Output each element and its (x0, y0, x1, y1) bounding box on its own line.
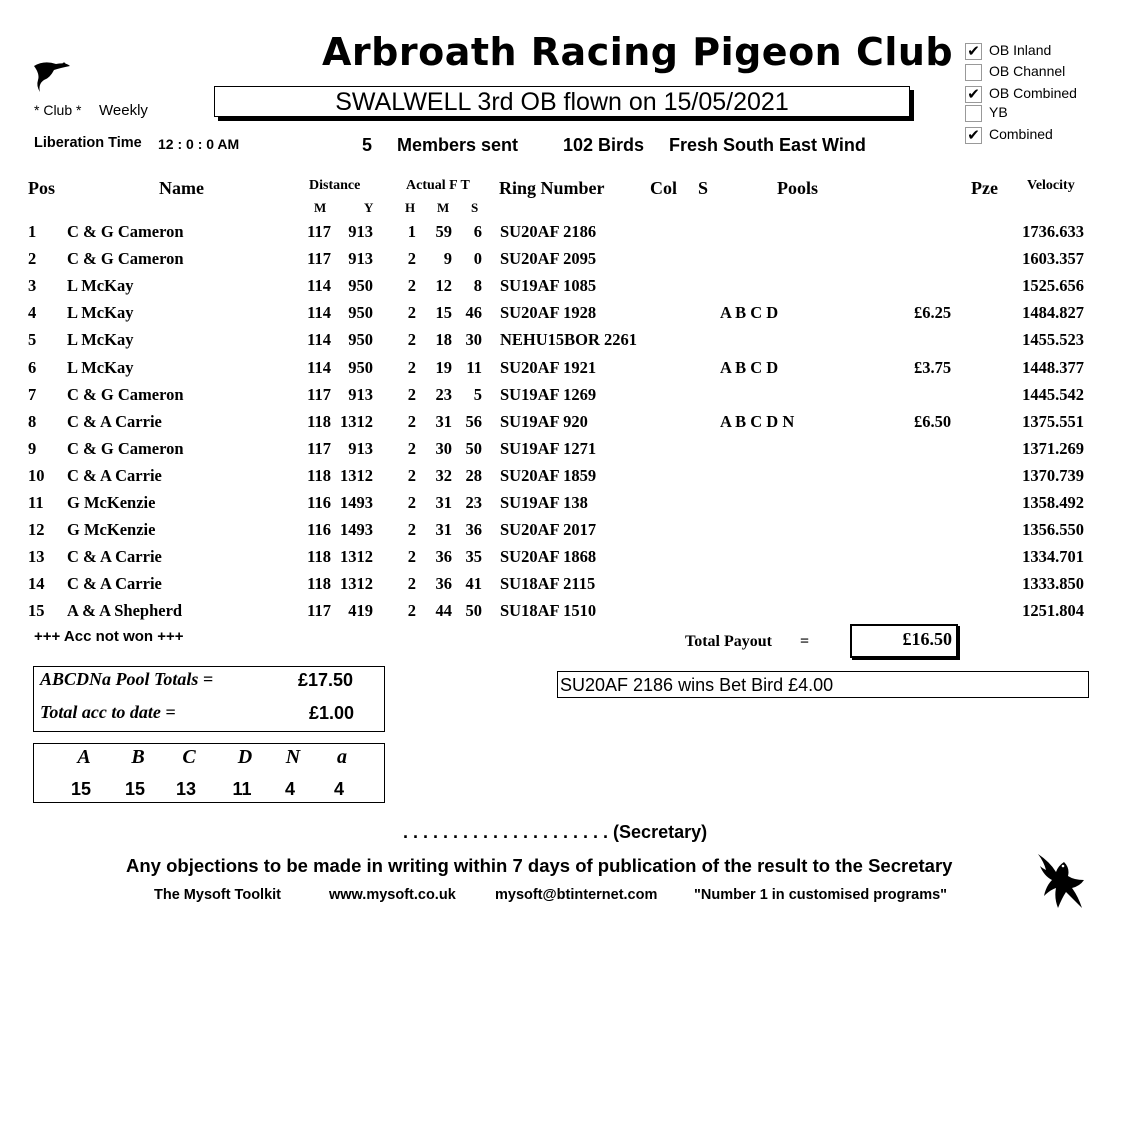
row-seconds: 11 (466, 357, 482, 377)
row-ring-number: SU19AF 1269 (500, 384, 597, 404)
row-name: C & G Cameron (67, 222, 184, 241)
col-ring: Ring Number (499, 178, 605, 198)
col-name: Name (159, 178, 204, 198)
table-row (0, 439, 1121, 466)
row-pos: 1 (28, 222, 37, 241)
row-pos: 2 (28, 249, 37, 269)
row-distance-yards: 913 (348, 384, 373, 404)
row-ring-number: SU19AF 1085 (500, 276, 597, 296)
row-pos: 5 (28, 330, 37, 350)
row-distance-miles: 114 (307, 330, 331, 350)
row-distance-miles: 116 (307, 520, 331, 540)
option-label: YB (989, 104, 1008, 120)
table-row (0, 547, 1121, 574)
bet-bird-result: SU20AF 2186 wins Bet Bird £4.00 (557, 671, 1089, 698)
row-velocity: 1603.357 (1022, 249, 1084, 269)
col-sex: S (698, 178, 709, 198)
row-pos: 6 (28, 357, 37, 377)
row-hours: 2 (407, 330, 416, 350)
row-minutes: 36 (435, 547, 452, 567)
row-distance-yards: 1312 (340, 465, 373, 485)
table-row (0, 520, 1121, 547)
row-hours: 2 (407, 574, 416, 594)
col-actual: Actual F T (406, 178, 470, 193)
pool-letter: B (131, 746, 145, 768)
col-miles: M (314, 200, 327, 215)
total-payout-equals: = (800, 633, 810, 650)
row-name: C & G Cameron (67, 438, 184, 458)
row-velocity: 1358.492 (1022, 493, 1084, 512)
row-name: L McKay (67, 276, 134, 296)
row-hours: 1 (407, 222, 416, 241)
row-distance-miles: 118 (307, 465, 331, 485)
col-seconds: S (471, 200, 479, 215)
option-checkbox[interactable] (965, 105, 982, 122)
row-pos: 14 (28, 574, 45, 594)
row-hours: 2 (407, 384, 416, 404)
row-seconds: 0 (473, 249, 482, 269)
row-seconds: 6 (473, 222, 482, 241)
row-prize: £6.25 (914, 303, 952, 323)
row-pos: 12 (28, 520, 45, 540)
row-name: C & A Carrie (67, 574, 162, 594)
row-hours: 2 (407, 438, 416, 458)
pool-count: 4 (333, 779, 344, 799)
row-hours: 2 (407, 493, 416, 512)
website-link[interactable]: www.mysoft.co.uk (329, 887, 456, 903)
club-label: * Club * (34, 102, 82, 118)
row-hours: 2 (407, 547, 416, 567)
row-velocity: 1371.269 (1022, 438, 1084, 458)
row-ring-number: SU18AF 1510 (500, 601, 597, 621)
option-checkbox[interactable]: ✔ (965, 86, 982, 103)
row-seconds: 46 (465, 303, 482, 323)
row-minutes: 15 (435, 303, 452, 323)
row-pos: 7 (28, 384, 37, 404)
pool-count: 13 (175, 779, 197, 799)
row-velocity: 1375.551 (1022, 411, 1084, 431)
col-pos: Pos (28, 178, 55, 198)
option-checkbox[interactable]: ✔ (965, 43, 982, 60)
row-distance-miles: 117 (307, 249, 331, 269)
row-minutes: 23 (435, 384, 452, 404)
row-name: G McKenzie (67, 493, 156, 512)
row-hours: 2 (407, 303, 416, 323)
row-ring-number: SU20AF 1859 (500, 465, 597, 485)
pool-count: 11 (232, 779, 252, 799)
pool-totals-box (33, 666, 385, 732)
col-pools: Pools (777, 178, 819, 198)
acc-to-date-label: Total acc to date = (40, 702, 176, 722)
row-distance-miles: 117 (307, 222, 331, 241)
members-count: 5 (362, 135, 373, 155)
table-row (0, 493, 1121, 520)
row-distance-miles: 114 (307, 357, 331, 377)
row-minutes: 12 (435, 276, 452, 296)
row-seconds: 5 (473, 384, 482, 404)
row-seconds: 36 (465, 520, 482, 540)
table-row (0, 412, 1121, 439)
row-minutes: 44 (435, 601, 452, 621)
race-frequency: Weekly (99, 102, 148, 119)
club-logo-icon (30, 58, 74, 98)
row-distance-miles: 114 (307, 303, 331, 323)
row-velocity: 1525.656 (1022, 276, 1084, 296)
col-yards: Y (364, 200, 374, 215)
row-distance-yards: 950 (348, 303, 373, 323)
row-velocity: 1736.633 (1022, 222, 1084, 241)
row-hours: 2 (407, 601, 416, 621)
table-row (0, 276, 1121, 303)
row-distance-yards: 950 (348, 357, 373, 377)
row-name: C & A Carrie (67, 465, 162, 485)
row-seconds: 30 (465, 330, 482, 350)
row-name: C & G Cameron (67, 384, 184, 404)
row-pos: 13 (28, 547, 45, 567)
row-minutes: 59 (435, 222, 452, 241)
row-velocity: 1448.377 (1022, 357, 1084, 377)
row-ring-number: SU18AF 2115 (500, 574, 596, 594)
pool-count: 4 (284, 779, 295, 799)
wind-conditions: Fresh South East Wind (669, 135, 866, 155)
row-distance-yards: 913 (348, 438, 373, 458)
pool-letter: a (337, 746, 347, 768)
row-name: G McKenzie (67, 520, 156, 540)
bird-logo-icon (1034, 852, 1086, 910)
option-checkbox[interactable]: ✔ (965, 127, 982, 144)
members-label: Members sent (397, 135, 519, 155)
col-velocity: Velocity (1027, 178, 1075, 193)
row-ring-number: SU19AF 1271 (500, 438, 597, 458)
liberation-time: 12 : 0 : 0 AM (158, 136, 240, 152)
col-prize: Pze (971, 178, 998, 198)
row-name: C & G Cameron (67, 249, 184, 269)
row-seconds: 8 (473, 276, 482, 296)
row-distance-yards: 419 (348, 601, 373, 621)
row-distance-miles: 117 (307, 438, 331, 458)
row-distance-miles: 118 (307, 547, 331, 567)
row-velocity: 1455.523 (1022, 330, 1084, 350)
row-ring-number: SU20AF 1928 (500, 303, 597, 323)
row-pos: 3 (28, 276, 37, 296)
pool-letter: N (285, 746, 301, 768)
option-label: OB Channel (989, 63, 1066, 79)
row-seconds: 50 (465, 438, 482, 458)
row-hours: 2 (407, 411, 416, 431)
col-minutes: M (437, 200, 450, 215)
row-seconds: 28 (465, 465, 482, 485)
row-hours: 2 (407, 357, 416, 377)
row-distance-yards: 950 (348, 330, 373, 350)
row-distance-yards: 1493 (340, 520, 373, 540)
option-label: OB Combined (989, 85, 1077, 101)
acc-note: +++ Acc not won +++ (34, 628, 184, 645)
row-hours: 2 (407, 465, 416, 485)
row-prize: £6.50 (914, 411, 952, 431)
row-ring-number: SU19AF 138 (500, 493, 588, 512)
row-pools: A B C D (720, 357, 779, 377)
row-distance-yards: 1312 (340, 411, 373, 431)
row-ring-number: SU20AF 2186 (500, 222, 597, 241)
acc-to-date-value: £1.00 (309, 703, 355, 723)
row-minutes: 31 (435, 493, 452, 512)
slogan: "Number 1 in customised programs" (694, 887, 948, 903)
option-label: OB Inland (989, 42, 1052, 58)
row-name: L McKay (67, 357, 134, 377)
row-seconds: 41 (465, 574, 482, 594)
row-distance-yards: 1312 (340, 574, 373, 594)
pool-totals-label: ABCDNa Pool Totals = (40, 669, 214, 689)
row-pos: 4 (28, 303, 37, 323)
row-velocity: 1333.850 (1022, 574, 1084, 594)
row-distance-miles: 118 (307, 411, 331, 431)
row-ring-number: SU19AF 920 (500, 411, 588, 431)
row-distance-miles: 117 (307, 601, 331, 621)
table-row (0, 249, 1121, 276)
birds-count: 102 Birds (563, 135, 645, 155)
liberation-label: Liberation Time (34, 135, 142, 151)
row-minutes: 31 (435, 520, 452, 540)
toolkit-name: The Mysoft Toolkit (154, 887, 282, 903)
row-distance-yards: 1312 (340, 547, 373, 567)
option-checkbox[interactable] (965, 64, 982, 81)
row-velocity: 1334.701 (1022, 547, 1084, 567)
row-hours: 2 (407, 249, 416, 269)
row-minutes: 31 (435, 411, 452, 431)
table-row (0, 466, 1121, 493)
row-ring-number: SU20AF 2095 (500, 249, 597, 269)
pool-count: 15 (70, 779, 92, 799)
total-payout-box (850, 624, 958, 658)
row-ring-number: SU20AF 1868 (500, 547, 597, 567)
pool-letter: A (77, 746, 91, 768)
objections-notice: Any objections to be made in writing within 7 days of publication of the result to the Secretary (126, 855, 953, 876)
row-hours: 2 (407, 276, 416, 296)
col-hours: H (405, 200, 416, 215)
row-distance-yards: 950 (348, 276, 373, 296)
row-pools: A B C D N (720, 411, 795, 431)
race-title: SWALWELL 3rd OB flown on 15/05/2021 (214, 86, 910, 117)
row-pos: 8 (28, 411, 37, 431)
row-minutes: 32 (435, 465, 452, 485)
table-row (0, 358, 1121, 385)
row-seconds: 56 (465, 411, 482, 431)
pool-counts-box (33, 743, 385, 803)
row-seconds: 23 (465, 493, 482, 512)
row-ring-number: SU20AF 1921 (500, 357, 597, 377)
row-ring-number: SU20AF 2017 (500, 520, 597, 540)
row-name: L McKay (67, 303, 134, 323)
row-seconds: 50 (465, 601, 482, 621)
row-minutes: 30 (435, 438, 452, 458)
total-payout-label: Total Payout (685, 633, 772, 650)
club-title: Arbroath Racing Pigeon Club (322, 30, 954, 74)
row-name: L McKay (67, 330, 134, 350)
table-row (0, 303, 1121, 330)
pool-count: 15 (124, 779, 146, 799)
row-pos: 15 (28, 601, 45, 621)
row-velocity: 1251.804 (1022, 601, 1084, 621)
row-distance-miles: 116 (307, 493, 331, 512)
row-distance-miles: 118 (307, 574, 331, 594)
row-velocity: 1356.550 (1022, 520, 1084, 540)
row-distance-yards: 913 (348, 249, 373, 269)
option-label: Combined (989, 126, 1053, 142)
row-distance-yards: 1493 (340, 493, 373, 512)
row-pos: 9 (28, 438, 37, 458)
row-distance-yards: 913 (348, 222, 373, 241)
row-pos: 11 (28, 493, 44, 512)
row-prize: £3.75 (914, 357, 952, 377)
table-row (0, 222, 1121, 249)
row-name: C & A Carrie (67, 411, 162, 431)
table-row (0, 574, 1121, 601)
email-link[interactable]: mysoft@btinternet.com (495, 887, 658, 903)
row-name: A & A Shepherd (67, 601, 183, 621)
secretary-signature-line: . . . . . . . . . . . . . . . . . . . . . (Secretary) (403, 822, 708, 842)
table-row (0, 330, 1121, 357)
row-pools: A B C D (720, 303, 779, 323)
pool-letter: C (182, 746, 196, 768)
pool-letter: D (237, 746, 253, 768)
row-distance-miles: 114 (307, 276, 331, 296)
pool-totals-value: £17.50 (298, 670, 354, 690)
row-velocity: 1484.827 (1022, 303, 1084, 323)
row-pos: 10 (28, 465, 45, 485)
row-seconds: 35 (465, 547, 482, 567)
table-row (0, 385, 1121, 412)
col-colour: Col (650, 178, 677, 198)
row-minutes: 9 (443, 249, 452, 269)
row-minutes: 19 (435, 357, 452, 377)
total-payout-value: £16.50 (902, 629, 952, 649)
row-minutes: 18 (435, 330, 452, 350)
row-distance-miles: 117 (307, 384, 331, 404)
row-velocity: 1445.542 (1022, 384, 1084, 404)
row-velocity: 1370.739 (1022, 465, 1084, 485)
row-hours: 2 (407, 520, 416, 540)
col-distance: Distance (309, 178, 361, 193)
row-minutes: 36 (435, 574, 452, 594)
row-name: C & A Carrie (67, 547, 162, 567)
row-ring-number: NEHU15BOR 2261 (500, 330, 638, 350)
